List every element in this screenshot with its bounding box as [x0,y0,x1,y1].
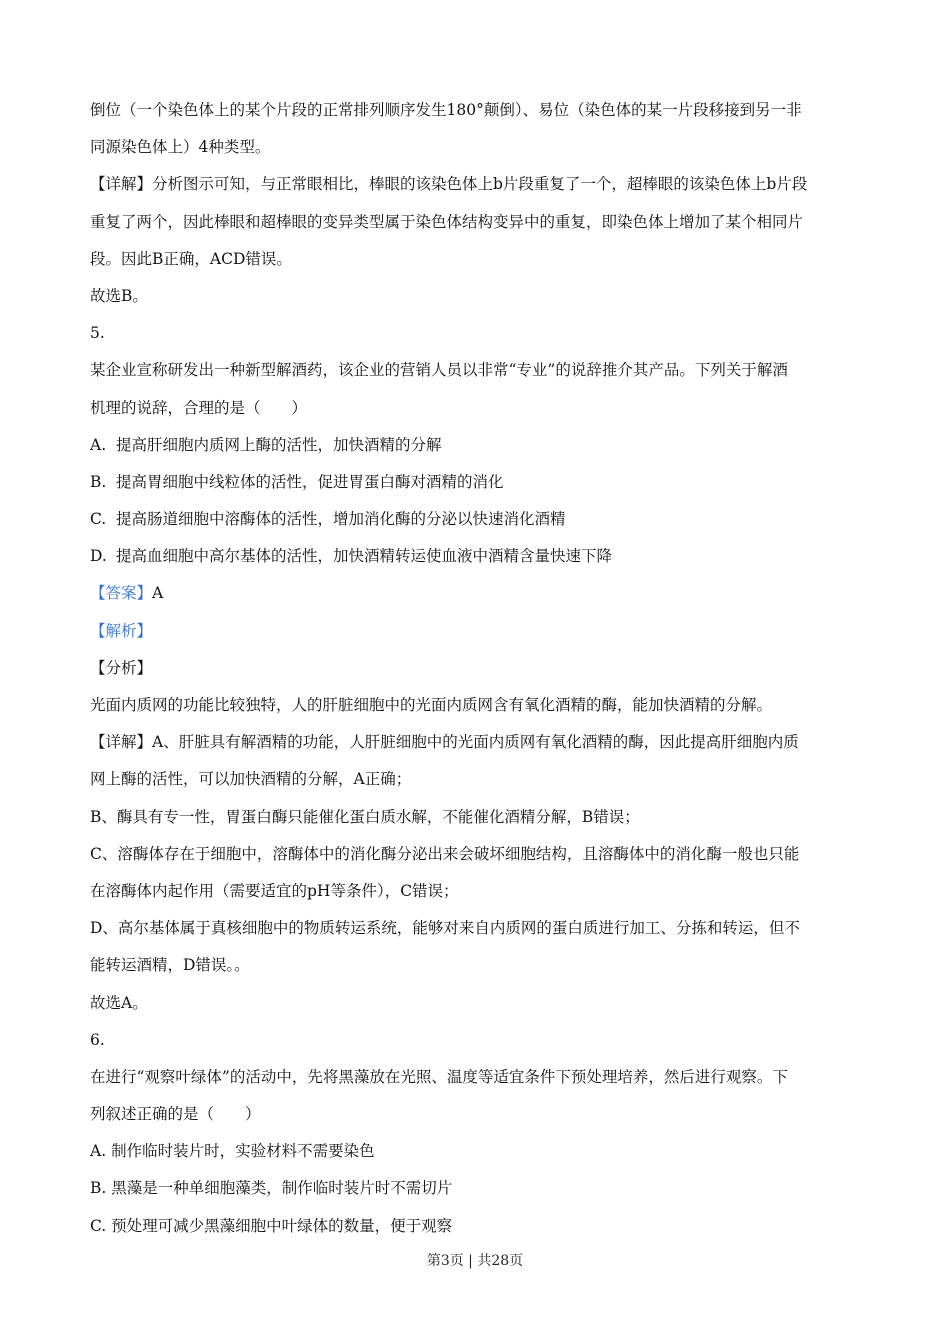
q5-option-b [90,464,860,501]
option-text: 黑藻是一种单细胞藻类，制作临时装片时不需切片 [111,1179,453,1198]
q6-option-a [90,1133,860,1170]
q6-option-c [90,1208,860,1245]
option-label: B. [90,1179,107,1198]
q5-choice: 故选A。 [90,993,148,1012]
q5-detail-line: B、酶具有专一性，胃蛋白酶只能催化蛋白质水解，不能催化酒精分解，B错误； [90,807,640,826]
q5-fenxi-heading: 【分析】 [90,658,153,677]
q4-detail-line: 重复了两个，因此棒眼和超棒眼的变异类型属于染色体结构变异中的重复，即染色体上增加了某个相同片 [90,212,804,231]
analysis-tag: 【解析】 [90,621,153,640]
q5-answer [90,575,860,612]
q5-analysis-heading [90,613,860,650]
q6-option-b [90,1170,860,1207]
option-label: A. [90,435,107,454]
q6-number: 6. [90,1030,105,1049]
option-text: 预处理可减少黑藻细胞中叶绿体的数量，便于观察 [111,1216,453,1235]
option-label: C. [90,510,107,529]
q6-stem-line: 在进行“观察叶绿体”的活动中，先将黑藻放在光照、温度等适宜条件下预处理培养，然后进行观察。下 [90,1067,788,1086]
q5-stem-line: 机理的说辞，合理的是（ ） [90,398,308,417]
answer-tag: 【答案】 [90,584,153,603]
q4-detail-line: 【详解】分析图示可知，与正常眼相比，棒眼的该染色体上b片段重复了一个，超棒眼的该染色体上b片段 [90,175,808,194]
q5-option-d [90,538,860,575]
q5-detail-line: C、溶酶体存在于细胞中，溶酶体中的消化酶分泌出来会破坏细胞结构，且溶酶体中的消化酶一般也只能 [90,844,800,863]
q5-detail-line: 【详解】A、肝脏具有解酒精的功能，人肝脏细胞中的光面内质网有氧化酒精的酶，因此提高肝细胞内质 [90,733,799,752]
option-label: A. [90,1142,107,1161]
q5-stem-line: 某企业宣称研发出一种新型解酒药，该企业的营销人员以非常“专业”的说辞推介其产品。下列关于解酒 [90,361,788,380]
q5-option-a [90,427,860,464]
q4-explanation-line: 同源染色体上）4种类型。 [90,138,271,157]
document-page [90,92,860,1245]
option-text: 提高血细胞中高尔基体的活性，加快酒精转运使血液中酒精含量快速下降 [116,547,613,566]
option-text: 制作临时装片时，实验材料不需要染色 [111,1142,375,1161]
q4-detail-line: 段。因此B正确，ACD错误。 [90,249,292,268]
q5-detail-line: 网上酶的活性，可以加快酒精的分解，A正确； [90,770,412,789]
option-text: 提高肝细胞内质网上酶的活性，加快酒精的分解 [116,435,442,454]
option-text: 提高胃细胞中线粒体的活性，促进胃蛋白酶对酒精的消化 [116,472,504,491]
q4-explanation-line: 倒位（一个染色体上的某个片段的正常排列顺序发生180°颠倒）、易位（染色体的某一片段移接到另一非 [90,101,802,119]
q6-stem-line: 列叙述正确的是（ ） [90,1105,261,1124]
q5-number: 5. [90,324,105,343]
q4-choice: 故选B。 [90,286,148,305]
option-label: B. [90,472,107,491]
q5-detail-line: D、高尔基体属于真核细胞中的物质转运系统，能够对来自内质网的蛋白质进行加工、分拣和转运，但不 [90,919,800,938]
option-text: 提高肠道细胞中溶酶体的活性，增加消化酶的分泌以快速消化酒精 [116,510,566,529]
q5-fenxi-text: 光面内质网的功能比较独特，人的肝脏细胞中的光面内质网含有氧化酒精的酶，能加快酒精的分解。 [90,696,773,714]
q5-option-c [90,501,860,538]
q5-detail-line: 能转运酒精，D错误。。 [90,956,250,975]
q5-detail-line: 在溶酶体内起作用（需要适宜的pH等条件），C错误； [90,881,459,900]
option-label: D. [90,547,107,566]
option-label: C. [90,1216,107,1235]
page-footer: 第3页 | 共28页 [426,1253,524,1269]
answer-value: A [152,584,164,603]
